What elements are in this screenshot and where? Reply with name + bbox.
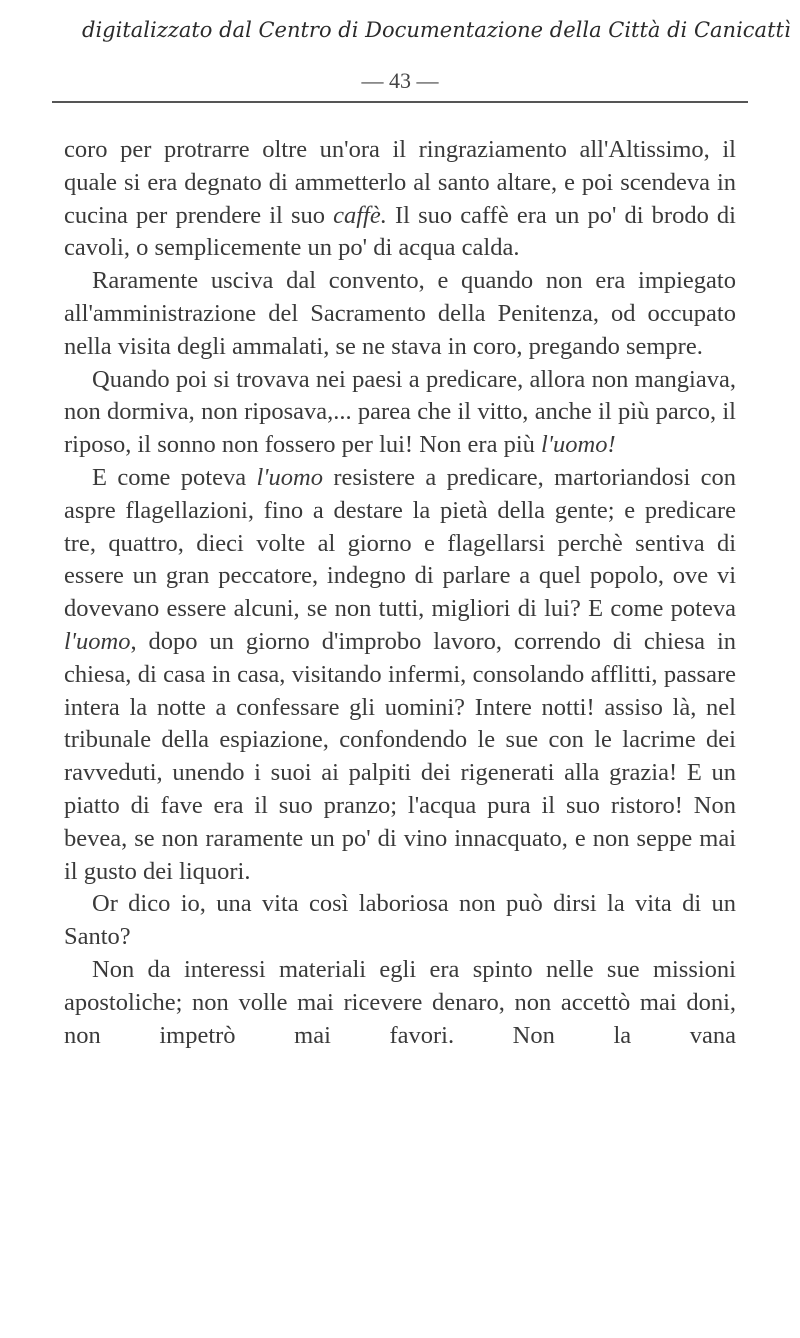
paragraph-3 [64,364,736,462]
paragraph-4-text-c: , dopo un giorno d'improbo lavoro, correndo di chiesa in chiesa, di casa in casa, visitando infermi, consolando afflitti, passare intera la notte a confessare gli uomini? Intere notti! assiso là, nel tribunale della espiazione, confondendo le sue con le lacrime dei ravveduti, unendo i suoi ai palpiti dei rigenerati alla grazia! E un piatto di fave era il suo pranzo; l'acqua pura il suo ristoro! Non bevea, se non raramente un po' di vino innacquato, e non seppe mai il gusto dei liquori. [64,627,736,885]
paragraph-3-italic-uomo: l'uomo! [541,431,616,459]
paragraph-1-italic-caffe: caffè. [333,201,387,229]
paragraph-1 [64,134,736,265]
paragraph-6-text: Non da interessi materiali egli era spinto nelle sue missioni apostoliche; non volle mai ricevere denaro, non accettò mai doni, non impetrò mai favori. Non la vana [64,955,736,1049]
paragraph-3-text-a: Quando poi si trovava nei paesi a predicare, allora non mangiava, non dormiva, non riposava,... parea che il vitto, anche il più parco, il riposo, il sonno non fossero per lui! Non era più [64,365,736,459]
paragraph-5-text: Or dico io, una vita così laboriosa non può dirsi la vita di un Santo? [64,890,736,951]
paragraph-4-italic-uomo-1: l'uomo [256,463,323,491]
header-rule [52,101,748,103]
paragraph-2 [64,265,736,363]
paragraph-4-text-a: E come poteva [92,463,257,491]
digitization-watermark: digitalizzato dal Centro di Documentazione della Città di Canicattì [82,12,716,48]
page-number: — 43 — [361,68,439,93]
body-text [64,134,736,1052]
paragraph-6 [64,954,736,1052]
paragraph-1-text-b: Il suo caffè era un po' di brodo di cavoli, o semplicemente un po' di acqua calda. [64,201,736,262]
paragraph-5 [64,888,736,954]
paragraph-4-italic-uomo-2: l'uomo [64,627,131,655]
paragraph-2-text: Raramente usciva dal convento, e quando non era impiegato all'amministrazione del Sacramento della Penitenza, od occupato nella visita degli ammalati, se ne stava in coro, pregando sempre. [64,267,736,360]
paragraph-1-text-a: coro per protrarre oltre un'ora il ringraziamento all'Altissimo, il quale si era degnato di ammetterlo al santo altare, e poi scendeva in cucina per prendere il suo [64,136,736,229]
paragraph-4-text-b: resistere a predicare, martoriandosi con aspre flagellazioni, fino a destare la pietà della gente; e predicare tre, quattro, dieci volte al giorno e flagellarsi perchè sentiva di essere un gran peccatore, indegno di parlare a quel popolo, ove vi dovevano essere alcuni, se non tutti, migliori di lui? E come poteva [64,463,737,623]
paragraph-4 [64,462,736,888]
